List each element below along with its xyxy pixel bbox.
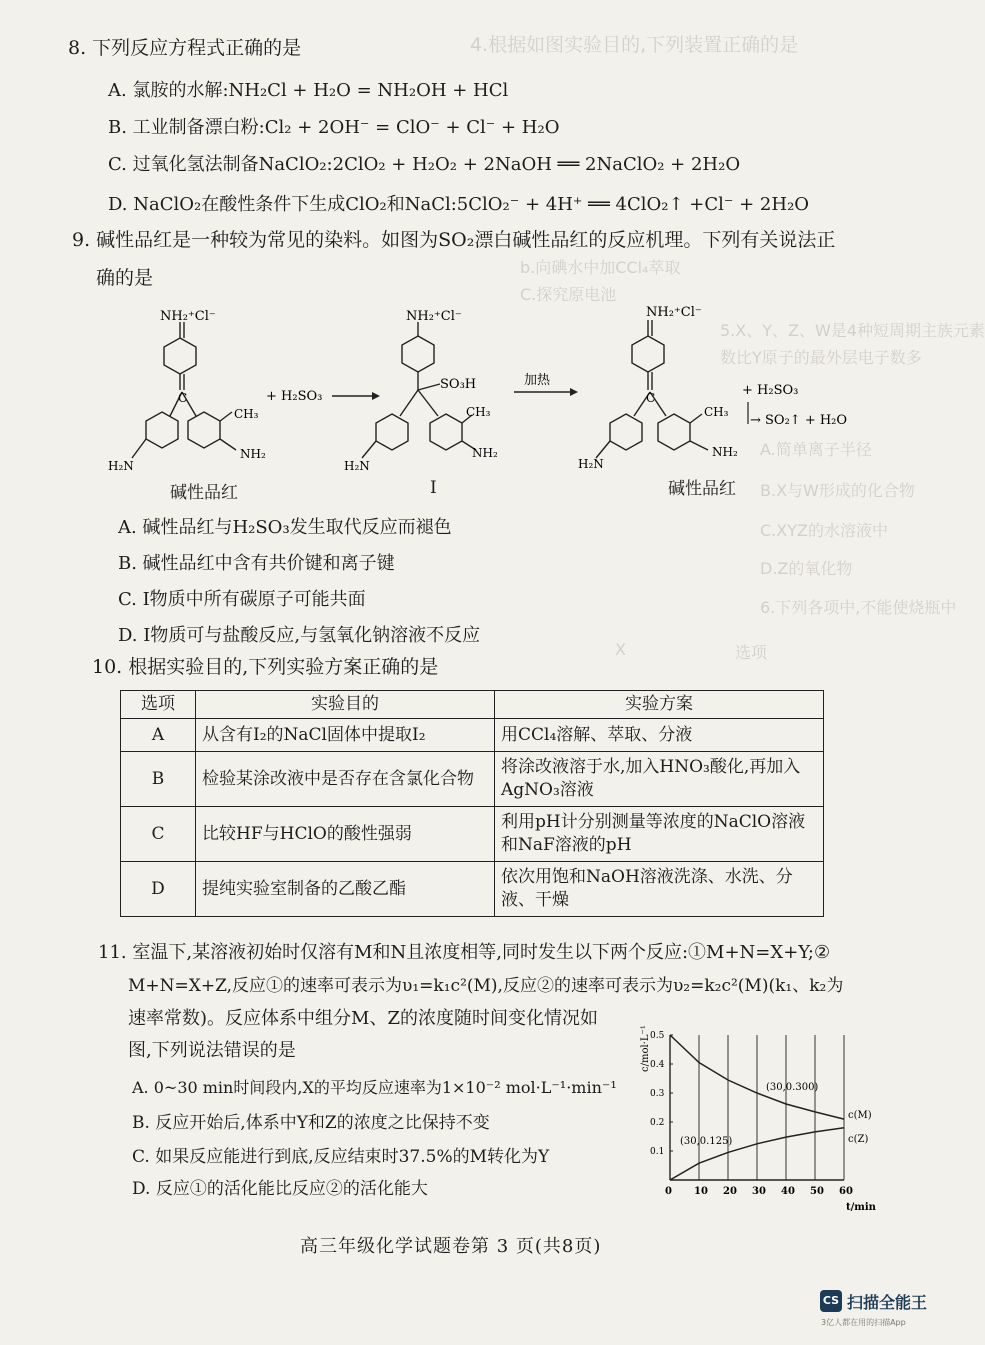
x-axis-label: t/min [846, 1202, 876, 1213]
ghost-text: b.向碘水中加CCl₄萃取 [520, 258, 681, 277]
table-cell: 用CCl₄溶解、萃取、分液 [495, 719, 824, 752]
ghost-text: 4.根据如图实验目的,下列装置正确的是 [470, 34, 799, 56]
chart-grid [699, 1035, 844, 1180]
annotation-z: (30,0.125) [680, 1136, 733, 1147]
question-9-option-d: D. I物质可与盐酸反应,与氢氧化钠溶液不反应 [118, 625, 481, 646]
legend-m: c(M) [848, 1110, 872, 1121]
table-header-row [121, 691, 824, 719]
imine-label: NH₂⁺Cl⁻ [646, 305, 702, 320]
question-9-stem: 9. 碱性品红是一种较为常见的染料。如图为SO₂漂白碱性品红的反应机理。下列有关说法正 [72, 229, 836, 251]
concentration-chart [630, 1010, 890, 1215]
table-cell: A [121, 719, 196, 752]
x-tick-label: 50 [810, 1186, 824, 1197]
question-9-stem-continued: 确的是 [96, 267, 154, 289]
question-11-stem: 图,下列说法错误的是 [128, 1040, 296, 1061]
methyl-label: CH₃ [704, 405, 729, 419]
amine-label: NH₂⁺Cl⁻ [406, 309, 462, 324]
ghost-text: 选项 [735, 643, 768, 662]
table-cell: D [121, 862, 196, 917]
ghost-text: 6.下列各项中,不能使烧瓶中 [760, 598, 957, 617]
table-header: 实验方案 [495, 691, 824, 719]
reaction-products: → SO₂↑ + H₂O [750, 413, 848, 428]
question-11-option-b: B. 反应开始后,体系中Y和Z的浓度之比保持不变 [132, 1113, 490, 1133]
amine-label: H₂N [578, 457, 604, 471]
ghost-text: 数比Y原子的最外层电子数多 [720, 348, 922, 367]
question-8-option-b: B. 工业制备漂白粉:Cl₂ + 2OH⁻ = ClO⁻ + Cl⁻ + H₂O [108, 117, 560, 138]
methyl-label: CH₃ [466, 405, 491, 419]
table-row [121, 807, 824, 862]
table-row [121, 752, 824, 807]
reaction-arrow-head [372, 392, 380, 400]
molecule-label: 碱性品红 [170, 483, 238, 503]
table-cell: 依次用饱和NaOH溶液洗涤、水洗、分液、干燥 [495, 862, 824, 917]
sulfonic-acid-label: SO₃H [440, 377, 477, 392]
question-11-stem: M+N=X+Z,反应①的速率可表示为υ₁=k₁c²(M),反应②的速率可表示为υ₂=k₂c²(M)(k₁、k₂为 [128, 976, 844, 996]
question-11-option-c: C. 如果反应能进行到底,反应结束时37.5%的M转化为Y [132, 1147, 550, 1167]
ghost-text: A.简单离子半径 [760, 440, 872, 459]
carbon-label: C [178, 391, 188, 405]
question-11-stem: 速率常数)。反应体系中组分M、Z的浓度随时间变化情况如 [128, 1008, 598, 1029]
carbon-label: C [646, 391, 656, 405]
table-cell: 检验某涂改液中是否存在含氯化合物 [196, 752, 495, 807]
table-cell: C [121, 807, 196, 862]
question-8-stem: 8. 下列反应方程式正确的是 [68, 37, 302, 59]
reaction-arrow-head [570, 388, 578, 396]
scanner-tagline: 3亿人都在用的扫描App [821, 1318, 906, 1327]
ghost-text: B.X与W形成的化合物 [760, 481, 915, 500]
amine-label: H₂N [344, 459, 370, 473]
ghost-text: D.Z的氧化物 [760, 559, 853, 578]
molecule-basic-fuchsin [132, 322, 236, 458]
table-cell: 将涂改液溶于水,加入HNO₃酸化,再加入AgNO₃溶液 [495, 752, 824, 807]
experiment-table [120, 690, 824, 917]
question-8-option-d: D. NaClO₂在酸性条件下生成ClO₂和NaCl:5ClO₂⁻ + 4H⁺ ══ 4ClO₂↑ +Cl⁻ + 2H₂O [108, 194, 810, 215]
question-8-option-a: A. 氯胺的水解:NH₂Cl + H₂O = NH₂OH + HCl [108, 80, 509, 101]
ghost-text: C.探究原电池 [520, 285, 617, 304]
question-10-stem: 10. 根据实验目的,下列实验方案正确的是 [92, 656, 439, 678]
table-cell: 从含有I₂的NaCl固体中提取I₂ [196, 719, 495, 752]
y-tick-label: 0.5 [650, 1031, 665, 1041]
ghost-text: C.XYZ的水溶液中 [760, 521, 888, 540]
table-cell: 利用pH计分别测量等浓度的NaClO溶液和NaF溶液的pH [495, 807, 824, 862]
y-tick-label: 0.3 [650, 1089, 665, 1099]
y-tick-label: 0.2 [650, 1118, 665, 1128]
table-cell: 提纯实验室制备的乙酸乙酯 [196, 862, 495, 917]
amine-label: H₂N [108, 459, 134, 473]
molecule-basic-fuchsin-product [596, 320, 708, 458]
heat-label: 加热 [524, 373, 551, 388]
question-11-option-d: D. 反应①的活化能比反应②的活化能大 [132, 1179, 428, 1199]
reagent-h2so3: + H₂SO₃ [742, 383, 799, 398]
molecule-label: 碱性品红 [668, 479, 736, 499]
table-header: 选项 [121, 691, 196, 719]
y-tick-label: 0.4 [650, 1060, 665, 1070]
x-tick-label: 20 [723, 1186, 737, 1197]
molecule-label: I [430, 478, 437, 498]
x-tick-label: 0 [665, 1186, 672, 1197]
y-axis-label: c/mol·L⁻¹ [640, 1025, 651, 1072]
question-8-option-c: C. 过氧化氢法制备NaClO₂:2ClO₂ + H₂O₂ + 2NaOH ══ 2NaClO₂ + 2H₂O [108, 154, 741, 175]
amine-label: NH₂ [712, 445, 738, 459]
scanner-logo: CS [820, 1290, 842, 1312]
ghost-text: X [615, 640, 626, 659]
y-tick-label: 0.1 [650, 1147, 665, 1157]
x-tick-label: 30 [752, 1186, 766, 1197]
x-tick-label: 60 [839, 1186, 853, 1197]
question-11-option-a: A. 0~30 min时间段内,X的平均反应速率为1×10⁻² mol·L⁻¹·min⁻¹ [132, 1078, 617, 1097]
question-9-option-b: B. 碱性品红中含有共价键和离子键 [118, 553, 395, 574]
annotation-m: (30,0.300) [766, 1082, 819, 1093]
page-footer: 高三年级化学试题卷第 3 页(共8页) [300, 1236, 602, 1257]
table-row [121, 862, 824, 917]
amine-label: NH₂ [472, 446, 498, 460]
question-9-option-a: A. 碱性品红与H₂SO₃发生取代反应而褪色 [118, 517, 452, 538]
question-9-option-c: C. I物质中所有碳原子可能共面 [118, 589, 366, 610]
ghost-text: 5.X、Y、Z、W是4种短周期主族元素 [720, 321, 985, 340]
reagent-h2so3: + H₂SO₃ [266, 389, 323, 404]
imine-label: NH₂⁺Cl⁻ [160, 309, 216, 324]
question-11-stem: 11. 室温下,某溶液初始时仅溶有M和N且浓度相等,同时发生以下两个反应:①M+N=X+Y;② [98, 942, 831, 963]
table-row [121, 719, 824, 752]
legend-z: c(Z) [848, 1134, 869, 1145]
amine-label: NH₂ [240, 447, 266, 461]
methyl-label: CH₃ [234, 407, 259, 421]
x-tick-label: 10 [694, 1186, 708, 1197]
scanner-name: 扫描全能王 [847, 1293, 928, 1312]
x-tick-label: 40 [781, 1186, 795, 1197]
table-cell: 比较HF与HClO的酸性强弱 [196, 807, 495, 862]
table-header: 实验目的 [196, 691, 495, 719]
table-cell: B [121, 752, 196, 807]
